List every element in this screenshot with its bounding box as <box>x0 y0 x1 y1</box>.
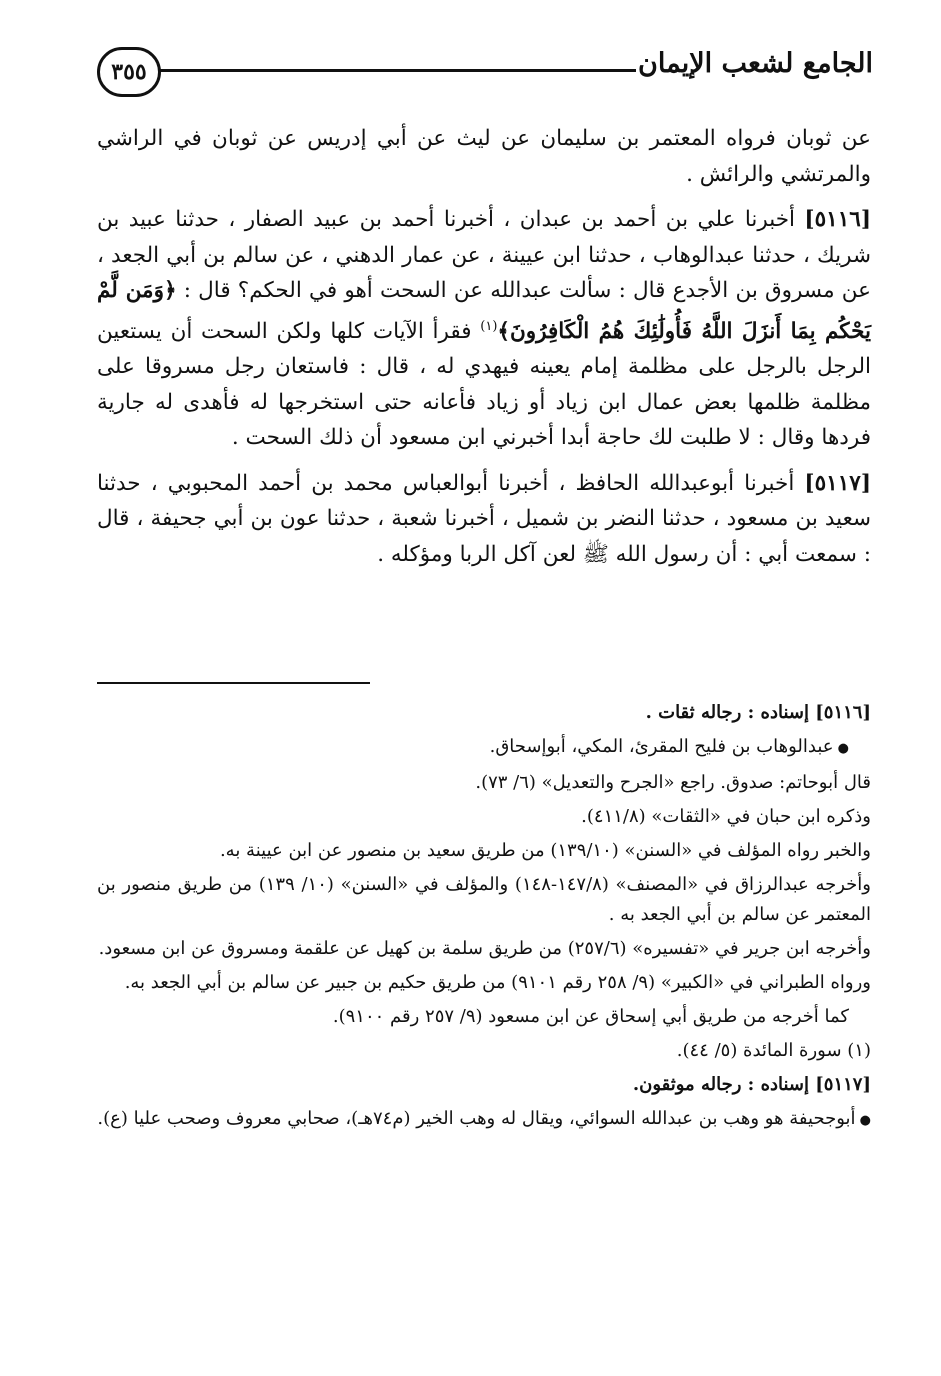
note-heading-5116: [٥١١٦] إسناده : رجاله ثقات . <box>645 702 871 723</box>
footnote-marker: (١) <box>480 318 498 334</box>
note-line: كما أخرجه من طريق أبي إسحاق عن ابن مسعود (٩/ ٢٥٧ رقم ٩١٠٠). <box>332 1006 849 1027</box>
note-line: قال أبوحاتم: صدوق. راجع «الجرح والتعديل» (٦/ ٧٣). <box>475 772 871 793</box>
running-header-title: الجامع لشعب الإيمان <box>638 48 873 79</box>
note-bullet: ● أبوجحيفة هو وهب بن عبدالله السوائي، ويقال له وهب الخير (م٧٤هـ)، صحابي معروف وصحب عليا (ع). <box>97 1104 871 1136</box>
hadith-text: أخبرنا علي بن أحمد بن عبدان ، أخبرنا أحمد بن عبيد الصفار ، حدثنا عبيد بن شريك ، حدثنا عبدالوهاب ، حدثنا ابن عيينة ، عن عمار الدهني ، عن سالم بن أبي الجعد ، عن مسروق بن الأجدع قال : سألت عبدالله عن السحت أهو في الحكم؟ قال : <box>97 207 871 303</box>
note-line: والخبر رواه المؤلف في «السنن» (١٣٩/١٠) من طريق سعيد بن منصور عن ابن عيينة به. <box>219 840 871 861</box>
main-text <box>97 121 871 582</box>
note-line: ورواه الطبراني في «الكبير» (٩/ ٢٥٨ رقم ٩١٠١) من طريق حكيم بن جبير عن سالم بن أبي الجعد به. <box>124 972 871 993</box>
hadith-5117 <box>97 466 871 573</box>
footnote-separator <box>97 682 370 684</box>
hadith-text: أخبرنا أبوعبدالله الحافظ ، أخبرنا أبوالعباس محمد بن أحمد المحبوبي ، حدثنا سعيد بن مسعود ، حدثنا النضر بن شميل ، أخبرنا شعبة ، حدثنا عون بن أبي جحيفة ، قال : سمعت أبي : أن رسول الله ﷺ لعن آكل الربا ومؤكله . <box>97 470 871 567</box>
header-rule <box>160 69 636 72</box>
footnote-quran-reference: (١) سورة المائدة (٥/ ٤٤). <box>676 1040 871 1061</box>
hadith-5116 <box>97 202 871 456</box>
note-line: وذكره ابن حبان في «الثقات» (٤١١/٨). <box>581 806 871 827</box>
hadith-number: [٥١١٧] <box>804 470 871 496</box>
hadith-number: [٥١١٦] <box>804 207 871 232</box>
paragraph-continuation: عن ثوبان فرواه المعتمر بن سليمان عن ليث عن أبي إدريس عن ثوبان في الراشي والمرتشي والرائش . <box>97 126 871 187</box>
note-line: وأخرجه ابن جرير في «تفسيره» (٢٥٧/٦) من طريق سلمة بن كهيل عن علقمة ومسروق عن ابن مسعود. <box>98 938 871 959</box>
note-heading-5117: [٥١١٧] إسناده : رجاله موثقون. <box>632 1074 871 1095</box>
quran-verse: ﴿وَمَن لَّمْ يَحْكُم بِمَا أَنزَلَ اللَّهُ فَأُولَٰئِكَ هُمُ الْكَافِرُونَ﴾ <box>97 278 872 344</box>
page-number: ٣٥٥ <box>97 47 161 97</box>
note-line: وأخرجه عبدالرزاق في «المصنف» (١٤٧/٨-١٤٨) والمؤلف في «السنن» (١٠/ ١٣٩) من طريق منصور بن المعتمر عن سالم بن أبي الجعد به . <box>97 874 871 925</box>
footnotes <box>97 698 871 1140</box>
note-bullet: ● عبدالوهاب بن فليح المقرئ، المكي، أبوإسحاق. <box>97 732 871 764</box>
hadith-text-continued: فقرأ الآيات كلها ولكن السحت أن يستعين الرجل بالرجل على مظلمة إمام يعينه فيهدي له ، قال : فاستعان رجل مسروقا على مظلمة ظلمها بعض عمال ابن زياد أو زياد فأعانه حتى استخرجها له فأهدى له جارية فردها وقال : لا طلبت لك حاجة أبدا أخبرني ابن مسعود أن ذلك السحت . <box>97 318 871 451</box>
